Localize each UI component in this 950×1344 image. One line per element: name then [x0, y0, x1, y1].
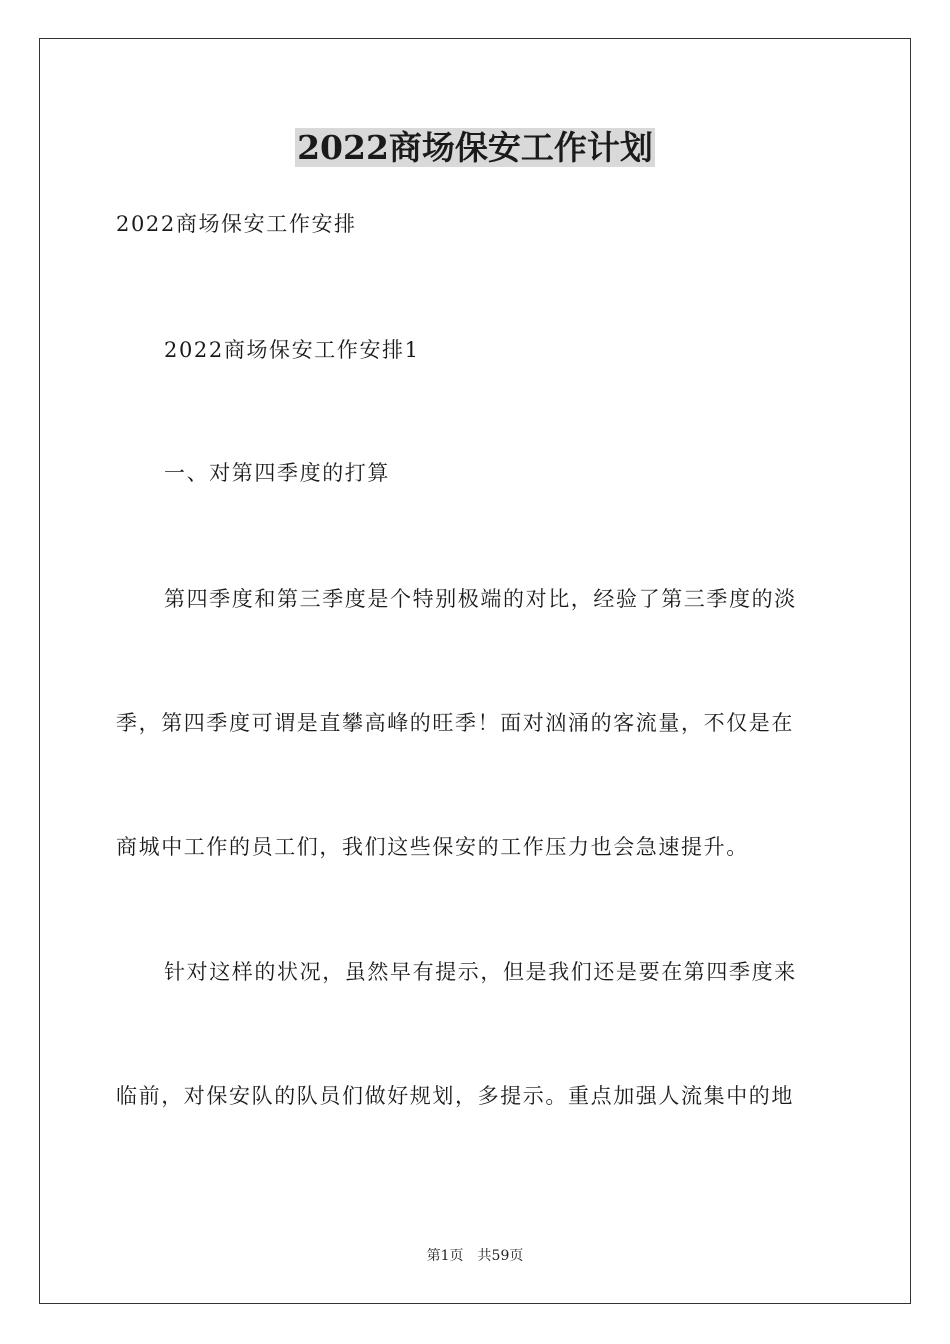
paragraph-line: 临前，对保安队的队员们做好规划，多提示。重点加强人流集中的地 [116, 1084, 794, 1108]
paragraph-line: 季，第四季度可谓是直攀高峰的旺季！面对汹涌的客流量，不仅是在 [116, 711, 794, 735]
paragraph-line: 第四季度和第三季度是个特别极端的对比，经验了第三季度的淡 [164, 587, 797, 611]
document-title [0, 128, 950, 168]
subsection-heading: 一、对第四季度的打算 [164, 461, 390, 485]
paragraph-line: 商城中工作的员工们，我们这些保安的工作压力也会急速提升。 [116, 835, 749, 859]
page-footer: 第1页 共59页 [426, 1248, 524, 1264]
section-heading: 2022商场保安工作安排1 [164, 338, 420, 362]
document-title-text: 2022商场保安工作计划 [297, 128, 653, 167]
paragraph-line: 针对这样的状况，虽然早有提示，但是我们还是要在第四季度来 [164, 960, 797, 984]
subtitle-line: 2022商场保安工作安排 [116, 212, 357, 236]
